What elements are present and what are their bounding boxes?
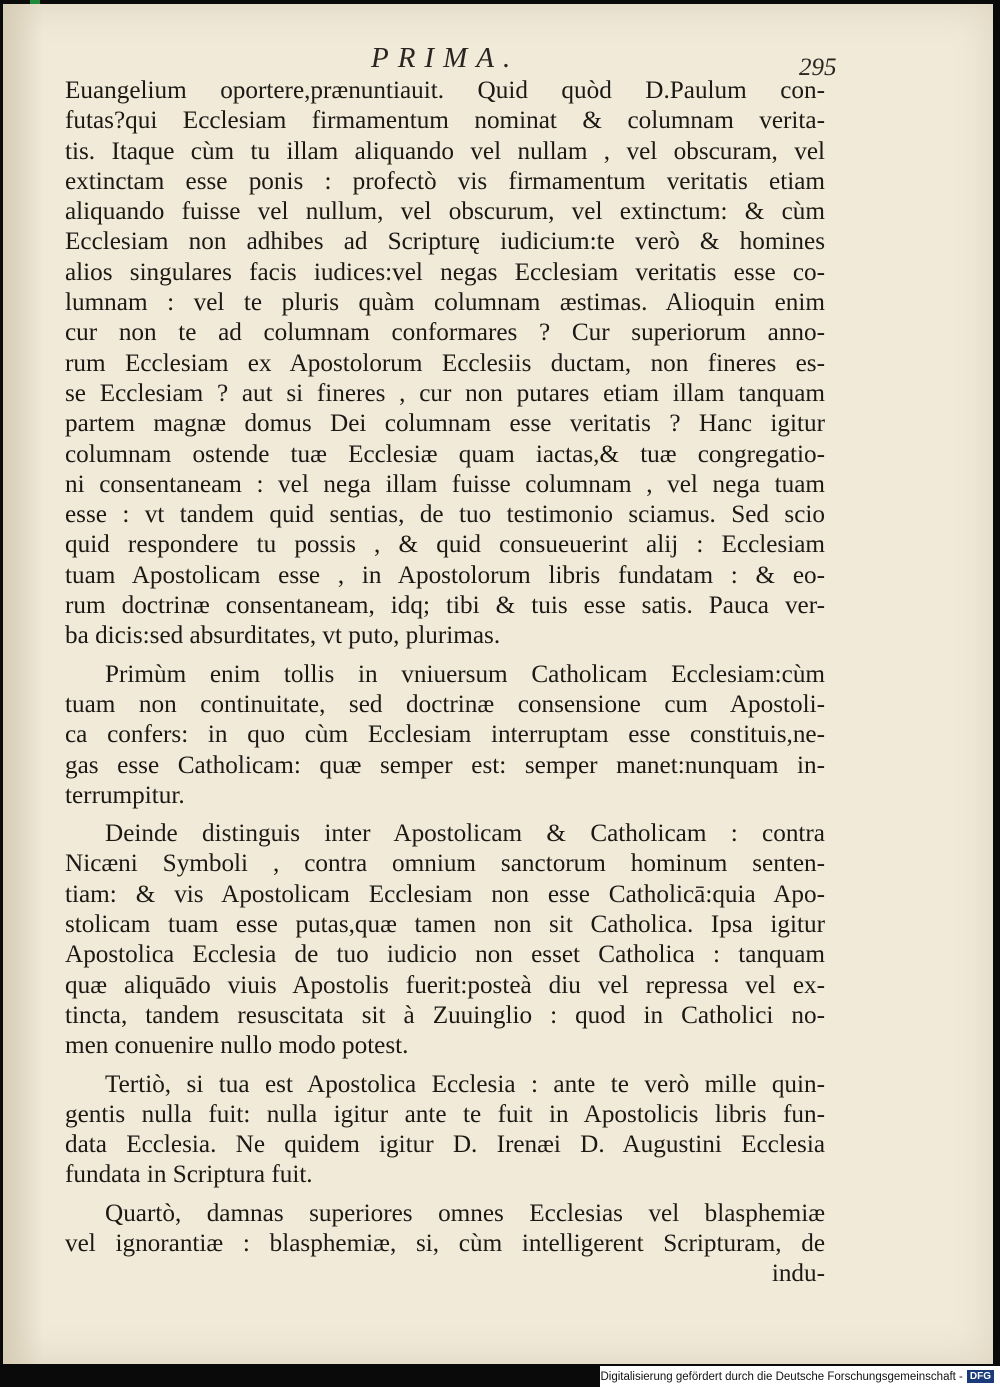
text-line: vel ignorantiæ : blasphemiæ, si, cùm intelligerent Scripturam, de bbox=[65, 1229, 825, 1257]
text-line: Primùm enim tollis in vniuersum Catholicam Ecclesiam:cùm bbox=[105, 660, 825, 688]
text-line: men conuenire nullo modo potest. bbox=[65, 1032, 409, 1060]
running-head: PRIMA. bbox=[371, 42, 520, 74]
text-line: Quartò, damnas superiores omnes Ecclesias vel blasphemiæ bbox=[105, 1199, 825, 1227]
text-line: se Ecclesiam ? aut si fineres , cur non putares etiam illam tanquam bbox=[65, 379, 825, 407]
text-line: ba dicis:sed absurditates, vt puto, plurimas. bbox=[65, 622, 501, 650]
text-line: aliquando fuisse vel nullum, vel obscurum, vel extinctum: & cùm bbox=[65, 198, 825, 226]
footer-credit-bar bbox=[600, 1366, 1000, 1387]
text-line: Deinde distinguis inter Apostolicam & Catholicam : contra bbox=[105, 820, 825, 848]
text-line: quæ aliquādo viuis Apostolis fuerit:posteà diu vel repressa vel ex- bbox=[65, 971, 825, 999]
text-line: columnam ostende tuæ Ecclesiæ quam iactas,& tuæ congregatio- bbox=[65, 440, 825, 468]
text-line: ca confers: in quo cùm Ecclesiam interruptam esse constituis,ne- bbox=[65, 721, 825, 749]
text-line: Euangelium oportere,prænuntiauit. Quid quòd D.Paulum con- bbox=[65, 77, 825, 104]
text-line: rum Ecclesiam ex Apostolorum Ecclesiis ductam, non fineres es- bbox=[65, 349, 825, 377]
text-line: ni consentaneam : vel nega illam fuisse columnam , vel nega tuam bbox=[65, 470, 825, 498]
text-line: partem magnæ domus Dei columnam esse veritatis ? Hanc igitur bbox=[65, 410, 825, 438]
paragraph-gap bbox=[65, 811, 825, 819]
book-page bbox=[3, 4, 993, 1364]
text-line: tincta, tandem resuscitata sit à Zuuinglio : quod in Catholici no- bbox=[65, 1001, 825, 1029]
text-line: esse : vt tandem quid sentias, de tuo testimonio sciamus. Sed scio bbox=[65, 501, 825, 529]
paragraph-gap bbox=[65, 1191, 825, 1199]
body-text bbox=[65, 76, 825, 1290]
text-line: futas?qui Ecclesiam firmamentum nominat & columnam verita- bbox=[65, 107, 825, 135]
text-line: extinctam esse ponis : profectò vis firmamentum veritatis etiam bbox=[65, 167, 825, 195]
text-line: stolicam tuam esse putas,quæ tamen non sit Catholica. Ipsa igitur bbox=[65, 911, 825, 939]
text-line: tuam Apostolicam esse , in Apostolorum libris fundatam : & eo- bbox=[65, 561, 825, 589]
text-line: lumnam : vel te pluris quàm columnam æstimas. Alioquin enim bbox=[65, 289, 825, 317]
paragraph-gap bbox=[65, 1062, 825, 1070]
digitization-credit: Digitalisierung gefördert durch die Deutsche Forschungsgemeinschaft - bbox=[600, 1370, 963, 1383]
catchword: indu- bbox=[771, 1260, 825, 1288]
text-line: cur non te ad columnam conformares ? Cur superiorum anno- bbox=[65, 319, 825, 347]
text-line: fundata in Scriptura fuit. bbox=[65, 1161, 313, 1189]
text-line: data Ecclesia. Ne quidem igitur D. Irenæi D. Augustini Ecclesia bbox=[65, 1131, 825, 1159]
text-line: quid respondere tu possis , & quid consueuerint alij : Ecclesiam bbox=[65, 531, 825, 559]
page-gutter-shadow bbox=[3, 4, 43, 1364]
text-line: alios singulares facis iudices:vel negas Ecclesiam veritatis esse co- bbox=[65, 258, 825, 286]
text-line: tiam: & vis Apostolicam Ecclesiam non esse Catholicā:quia Apo- bbox=[65, 880, 825, 908]
text-line: rum doctrinæ consentaneam, idq; tibi & tuis esse satis. Pauca ver- bbox=[65, 592, 825, 620]
page-number: 295 bbox=[799, 54, 837, 81]
text-line: Apostolica Ecclesia de tuo iudicio non esset Catholica : tanquam bbox=[65, 941, 825, 969]
text-line: gentis nulla fuit: nulla igitur ante te fuit in Apostolicis libris fun- bbox=[65, 1100, 825, 1128]
text-line: Nicæni Symboli , contra omnium sanctorum hominum senten- bbox=[65, 850, 825, 878]
text-line: gas esse Catholicam: quæ semper est: semper manet:nunquam in- bbox=[65, 751, 825, 779]
dfg-logo[interactable]: DFG bbox=[967, 1370, 994, 1383]
text-line: tis. Itaque cùm tu illam aliquando vel nullam , vel obscuram, vel bbox=[65, 137, 825, 165]
text-line: Ecclesiam non adhibes ad Scripturę iudicium:te verò & homines bbox=[65, 228, 825, 256]
text-line: Tertiò, si tua est Apostolica Ecclesia : ante te verò mille quin- bbox=[105, 1070, 825, 1098]
paragraph-gap bbox=[65, 652, 825, 660]
text-line: terrumpitur. bbox=[65, 781, 185, 809]
text-line: tuam non continuitate, sed doctrinæ consensione cum Apostoli- bbox=[65, 690, 825, 718]
